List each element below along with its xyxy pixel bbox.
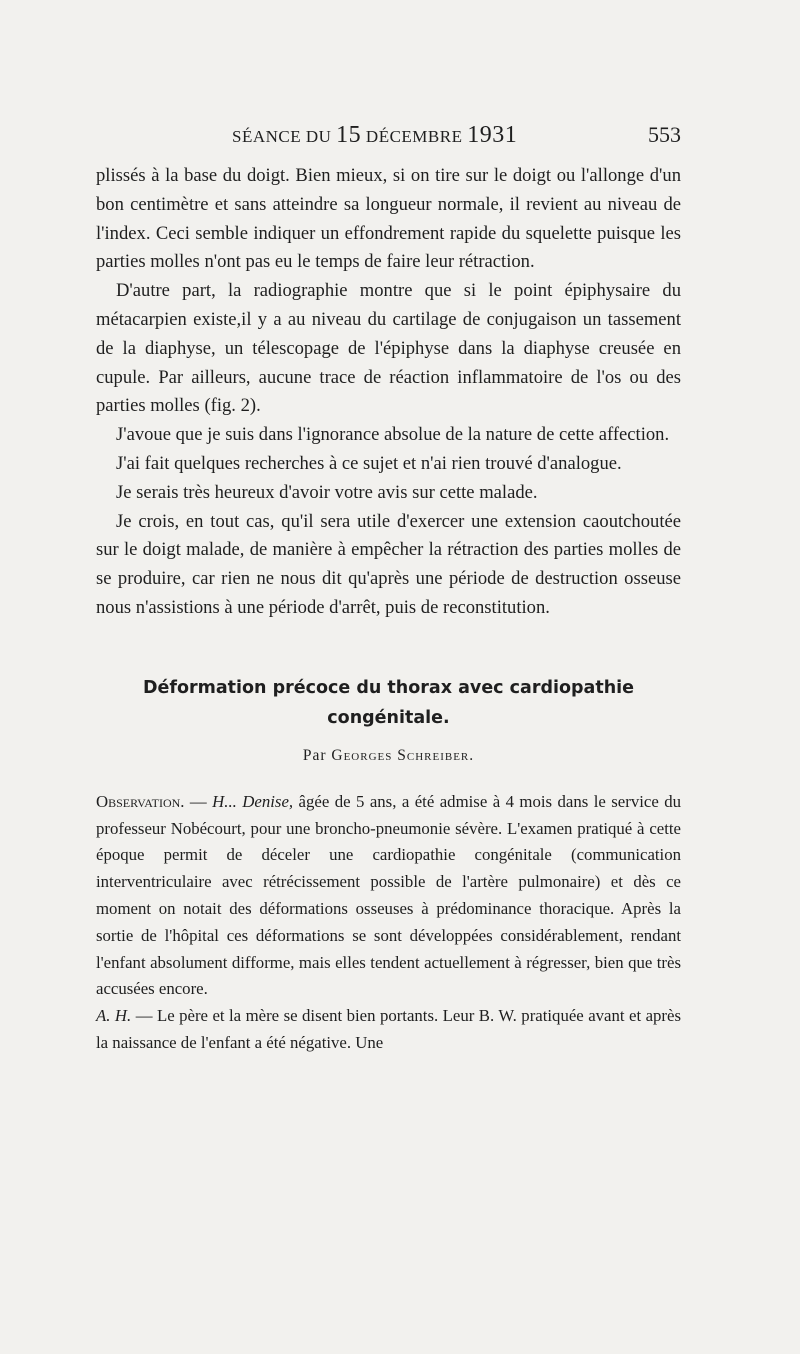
paragraph-2: D'autre part, la radiographie montre que si le point épiphysaire du métacarpien existe,il y a au niveau du cartilage de conjugaison un tassement de la diaphyse, un télescopage de l'épiphyse dans la diaphyse creusée en cupule. Par ailleurs, aucune trace de réaction inflammatoire de l'os ou des parties molles (fig. 2). <box>96 280 681 417</box>
page <box>96 122 681 1057</box>
running-title <box>232 122 517 149</box>
observation-dash: — <box>184 791 213 811</box>
article-title-line-1: Déformation précoce du thorax avec cardiopathie <box>142 677 635 698</box>
page-number: 553 <box>648 122 681 147</box>
observation-paragraph-2 <box>96 1003 681 1057</box>
title-day: 15 <box>336 122 362 148</box>
title-month: DÉCEMBRE <box>361 127 468 146</box>
article-title <box>96 673 681 733</box>
paragraph-5: Je serais très heureux d'avoir votre avis sur cette malade. <box>116 481 538 503</box>
paragraph-4: J'ai fait quelques recherches à ce sujet et n'ai rien trouvé d'analogue. <box>116 452 622 474</box>
observation-label: Observation. <box>96 791 185 811</box>
byline-par: Par <box>302 746 332 764</box>
observation <box>96 789 681 1057</box>
title-year: 1931 <box>467 122 518 148</box>
observation-text-2: — Le père et la mère se disent bien portants. Leur B. W. pratiquée avant et après la naissance de l'enfant a été négative. Une <box>96 1006 681 1052</box>
observation-text-1: âgée de 5 ans, a été admise à 4 mois dans le service du professeur Nobécourt, pour une broncho-pneumonie sévère. L'examen pratiqué à cette époque permit de déceler une cardiopathie congénitale (communication interventriculaire avec rétrécissement possible de l'artère pulmonaire) et dès ce moment on notait des déformations osseuses à prédominance thoracique. Après la sortie de l'hôpital ces déformations se sont développées considérablement, rendant l'enfant absolument difforme, mais elles tendent actuellement à régresser, bien que très accusées encore. <box>96 791 682 999</box>
paragraph-3: J'avoue que je suis dans l'ignorance absolue de la nature de cette affection. <box>116 424 670 446</box>
patient-name: H... Denise, <box>212 791 294 811</box>
paragraph-1: plissés à la base du doigt. Bien mieux, si on tire sur le doigt ou l'allonge d'un bon centimètre et sans atteindre sa longueur normale, il revient au niveau de l'index. Ceci semble indiquer un effondrement rapide du squelette puisque les parties molles n'ont pas eu le temps de faire leur rétraction. <box>96 165 681 273</box>
article-title-line-2: congénitale. <box>327 707 450 728</box>
observation-paragraph-1 <box>96 789 681 1003</box>
title-part: SÉANCE DU <box>232 127 337 146</box>
body-text <box>96 162 681 623</box>
section-ah: A. H. <box>96 1006 132 1026</box>
paragraph-6: Je crois, en tout cas, qu'il sera utile d'exercer une extension caoutchoutée sur le doigt malade, de manière à empêcher la rétraction des parties molles de se produire, car rien ne nous dit qu'après une période de destruction osseuse nous n'assistions à une période d'arrêt, puis de reconstitution. <box>96 510 681 618</box>
byline-author: Georges Schreiber. <box>331 746 475 764</box>
running-head <box>96 122 681 162</box>
byline <box>96 747 681 765</box>
